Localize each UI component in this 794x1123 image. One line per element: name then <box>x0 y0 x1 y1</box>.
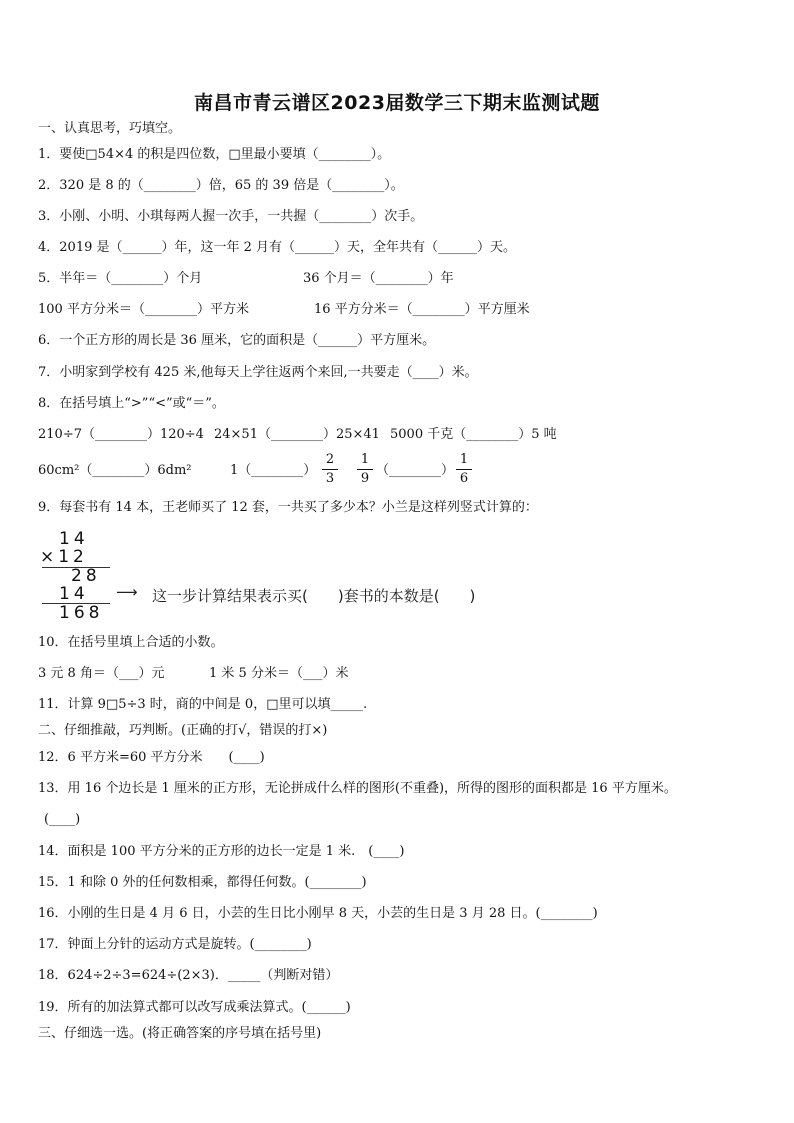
calc-row-result: 168 <box>59 603 104 623</box>
question-8c: 5000 千克（________）5 吨 <box>390 427 557 442</box>
calc-row-partial-2: 14 <box>59 584 89 604</box>
section-3-heading: 三、仔细选一选。(将正确答案的序号填在括号里) <box>38 1026 322 1041</box>
question-11: 11．计算 9□5÷3 时，商的中间是 0，□里可以填_____. <box>38 697 368 712</box>
question-13: 13．用 16 个边长是 1 厘米的正方形，无论拼成什么样的图形(不重叠)，所得的图形的面积都是 16 平方厘米。 <box>38 781 677 796</box>
question-17: 17．钟面上分针的运动方式是旋转。(________) <box>38 937 312 952</box>
question-10b: 1 米 5 分米＝（___）米 <box>209 666 349 681</box>
question-14: 14．面积是 100 平方分米的正方形的边长一定是 1 米. (____) <box>38 844 405 859</box>
question-3: 3．小刚、小明、小琪每两人握一次手，一共握（________）次手。 <box>38 209 424 224</box>
question-8: 8．在括号填上“>”“<”或“＝”。 <box>38 396 225 411</box>
question-5a: 5．半年＝（________）个月 <box>38 271 203 286</box>
question-16: 16．小刚的生日是 4 月 6 日，小芸的生日比小刚早 8 天，小芸的生日是 3 月 28 日。(________) <box>38 906 598 921</box>
question-15: 15．1 和除 0 外的任何数相乘，都得任何数。(________) <box>38 875 367 890</box>
question-9: 9．每套书有 14 本，王老师买了 12 套，一共买了多少本？小兰是这样列竖式计算的： <box>38 500 538 515</box>
question-5d: 16 平方分米＝（________）平方厘米 <box>314 302 530 317</box>
fraction-one-ninth: 1 9 <box>357 452 373 487</box>
arrow-icon: ⟶ <box>116 583 138 601</box>
question-5c: 100 平方分米＝（________）平方米 <box>38 302 249 317</box>
question-8a: 210÷7（________）120÷4 <box>38 427 204 442</box>
section-2-heading: 二、仔细推敲，巧判断。(正确的打√，错误的打×) <box>38 723 328 738</box>
question-10: 10．在括号里填上合适的小数。 <box>38 635 224 650</box>
fraction-two-thirds: 2 3 <box>322 452 338 487</box>
calc-note: 这一步计算结果表示买( )套书的本数是( ) <box>152 587 476 605</box>
question-5b: 36 个月＝（________）年 <box>303 271 454 286</box>
question-12: 12．6 平方米=60 平方分米 (____) <box>38 750 265 765</box>
question-19: 19．所有的加法算式都可以改写成乘法算式。(______) <box>38 1000 351 1015</box>
page-title: 南昌市青云谱区2023届数学三下期末监测试题 <box>194 92 600 114</box>
question-13-answer: (____) <box>44 812 81 827</box>
question-18: 18．624÷2÷3=624÷(2×3)．_____（判断对错） <box>38 968 339 983</box>
question-10a: 3 元 8 角＝（___）元 <box>38 666 165 681</box>
section-1-heading: 一、认真思考，巧填空。 <box>38 121 182 136</box>
fraction-one-sixth: 1 6 <box>456 452 472 487</box>
question-8e: 1（________） <box>230 463 317 478</box>
calc-row-multiplicand: 14 <box>59 529 89 549</box>
question-7: 7．小明家到学校有 425 米,他每天上学往返两个来回,一共要走（____）米。 <box>38 365 478 380</box>
question-8b: 24×51（________）25×41 <box>214 427 380 442</box>
calc-row-multiplier: ×12 <box>40 547 88 567</box>
calc-row-partial-1: 28 <box>71 566 101 586</box>
question-1: 1．要使□54×4 的积是四位数，□里最小要填（________）。 <box>38 147 391 162</box>
question-8f: （________） <box>376 463 455 478</box>
question-8d: 60cm²（________）6dm² <box>38 463 192 478</box>
question-2: 2．320 是 8 的（________）倍，65 的 39 倍是（________）。 <box>38 178 404 193</box>
question-4: 4．2019 是（______）年，这一年 2 月有（______）天，全年共有（______）天。 <box>38 240 517 255</box>
question-6: 6．一个正方形的周长是 36 厘米，它的面积是（______）平方厘米。 <box>38 333 436 348</box>
